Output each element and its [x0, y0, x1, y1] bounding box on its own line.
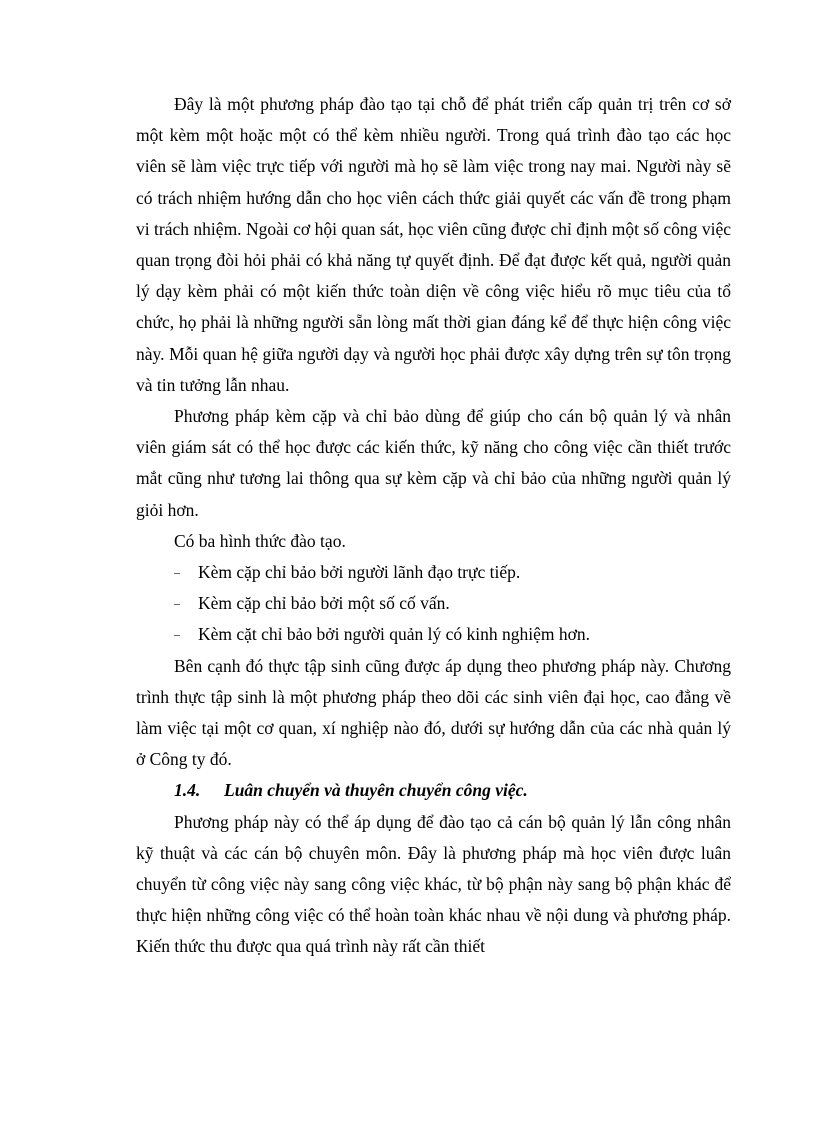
list-item-text: Kèm cặt chỉ bảo bởi người quản lý có kinh nghiệm hơn.	[198, 624, 591, 645]
paragraph-job-rotation: Phương pháp này có thể áp dụng để đào tạo cả cán bộ quản lý lẫn công nhân kỹ thuật và các cán bộ chuyên môn. Đây là phương pháp mà học viên được luân chuyển từ công việc này sang công việc khác, từ bộ phận này sang bộ phận khác để thực hiện những công việc có thể hoàn toàn khác nhau về nội dung và phương pháp. Kiến thức thu được qua quá trình này rất cần thiết	[136, 811, 731, 957]
paragraph-one-on-one-training: Đây là một phương pháp đào tạo tại chỗ để phát triển cấp quản trị trên cơ sở một kèm một hoặc một có thể kèm nhiều người. Trong quá trình đào tạo các học viên sẽ làm việc trực tiếp với người mà họ sẽ làm việc trong nay mai. Người này sẽ có trách nhiệm hướng dẫn cho học viên cách thức giải quyết các vấn đề trong phạm vi trách nhiệm. Ngoài cơ hội quan sát, học viên cũng được chỉ định một số công việc quan trọng đòi hỏi phải có khả năng tự quyết định. Để đạt được kết quả, người quản lý dạy kèm phải có một kiến thức toàn diện về công việc hiểu rõ mục tiêu của tổ chức, họ phải là những người sẵn lòng mất thời gian đáng kể để thực hiện công việc này. Mỗi quan hệ giữa người dạy và người học phải được xây dựng trên sự tôn trọng và tin tưởng lẫn nhau.	[136, 94, 731, 395]
list-item-text: Kèm cặp chỉ bảo bởi người lãnh đạo trực tiếp.	[198, 562, 521, 583]
section-number: 1.4.	[174, 780, 201, 801]
paragraph-intern-program: Bên cạnh đó thực tập sinh cũng được áp dụng theo phương pháp này. Chương trình thực tập sinh là một phương pháp theo dõi các sinh viên đại học, cao đẳng về làm việc tại một cơ quan, xí nghiệp nào đó, dưới sự hướng dẫn của các nhà quản lý ở Công ty đó.	[136, 655, 731, 770]
list-item-text: Kèm cặp chỉ bảo bởi một số cố vấn.	[198, 593, 450, 614]
dash-bullet-icon: –	[174, 565, 180, 580]
paragraph-coaching-method: Phương pháp kèm cặp và chỉ bảo dùng để giúp cho cán bộ quản lý và nhân viên giám sát có thể học được các kiến thức, kỹ năng cho công việc cần thiết trước mắt cũng như tương lai thông qua sự kèm cặp và chỉ bảo của những người quản lý giỏi hơn.	[136, 406, 731, 520]
training-forms-list	[136, 557, 731, 651]
document-page	[136, 89, 731, 963]
list-item	[136, 619, 731, 650]
list-item	[136, 588, 731, 619]
dash-bullet-icon: –	[174, 596, 180, 611]
section-title: Luân chuyển và thuyên chuyển công việc.	[224, 780, 528, 801]
section-heading	[136, 775, 731, 806]
dash-bullet-icon: –	[174, 627, 180, 642]
list-item	[136, 557, 731, 588]
paragraph-three-forms: Có ba hình thức đào tạo.	[174, 530, 346, 551]
